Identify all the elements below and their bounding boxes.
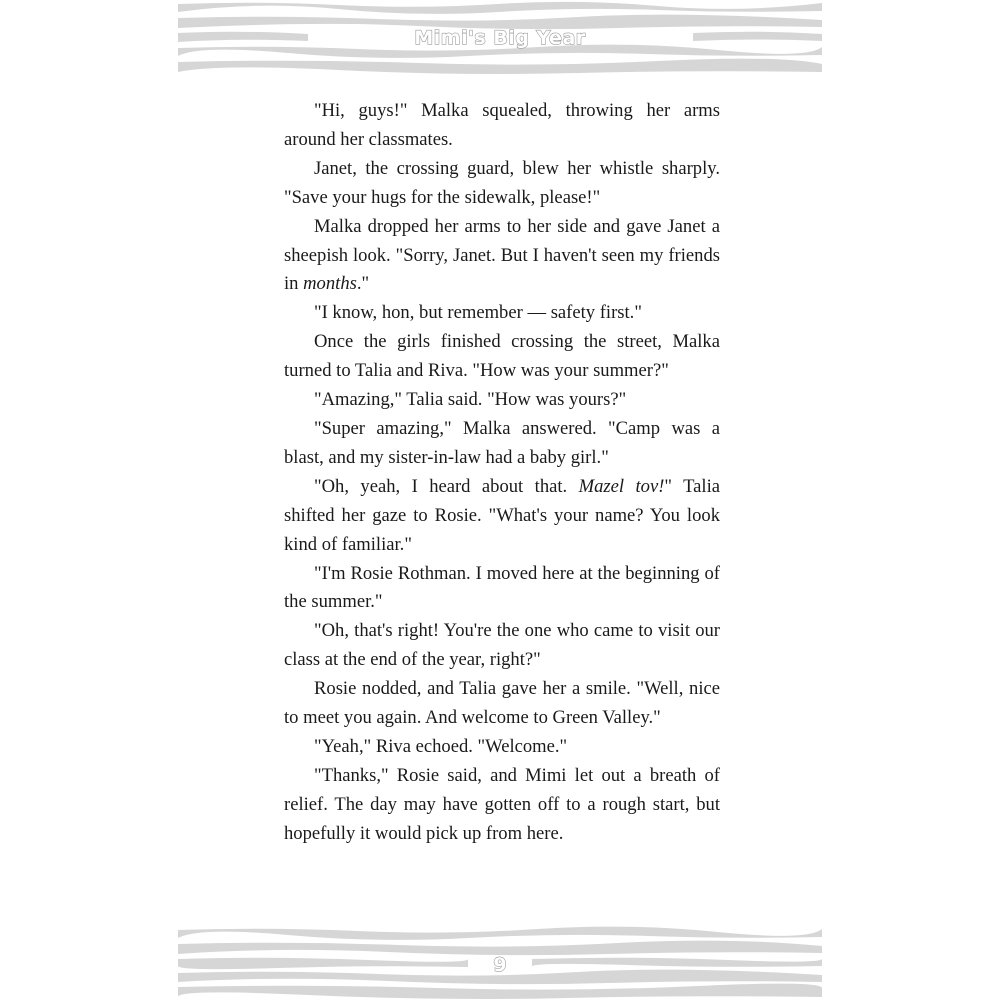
italic-text: months [303,273,357,295]
running-head: Mimi's Big Year [414,27,586,49]
text-run: "Oh, that's right! You're the one who came to visit our class at the end of the year, right?" [284,620,720,671]
text-run: Janet, the crossing guard, blew her whistle sharply. "Save your hugs for the sidewalk, please!" [284,157,720,208]
text-run: ." [356,273,370,295]
paragraph [284,733,720,762]
paragraph [284,155,720,213]
paragraph [284,415,720,473]
text-run: "Yeah," Riva echoed. "Welcome." [314,735,568,757]
text-run: "Hi, guys!" Malka squealed, throwing her arms around her classmates. [284,100,720,150]
book-page [178,0,822,1000]
paragraph [284,386,720,415]
text-run: Malka dropped her arms to her side and gave Janet a sheepish look. "Sorry, Janet. But I haven't seen my friends in [284,215,720,295]
text-run: "I know, hon, but remember — safety first." [314,302,642,324]
page-number: 9 [493,954,507,976]
paragraph [284,213,720,300]
text-run: "Amazing," Talia said. "How was yours?" [314,389,627,411]
text-run: "Super amazing," Malka answered. "Camp was a blast, and my sister-in-law had a baby girl." [284,417,720,468]
paragraph [284,617,720,675]
text-run: "I'm Rosie Rothman. I moved here at the beginning of the summer." [284,562,720,613]
italic-text: Mazel tov! [578,475,665,497]
paragraph [284,328,720,386]
paragraph [284,473,720,560]
text-run: "Oh, yeah, I heard about that. [314,475,579,497]
paragraph [284,762,720,849]
text-run: " Talia shifted her gaze to Rosie. "What's your name? You look kind of familiar." [284,475,720,555]
paragraph [284,675,720,733]
header-band [178,0,822,74]
paragraph [284,560,720,618]
body-text [284,97,720,849]
paragraph [284,97,720,155]
text-run: "Thanks," Rosie said, and Mimi let out a breath of relief. The day may have gotten off to a rough start, but hopefully it would pick up from here. [284,764,720,844]
text-run: Once the girls finished crossing the street, Malka turned to Talia and Riva. "How was your summer?" [284,331,720,382]
footer-band [178,924,822,1000]
paragraph [284,299,720,328]
text-run: Rosie nodded, and Talia gave her a smile. "Well, nice to meet you again. And welcome to Green Valley." [284,678,720,729]
